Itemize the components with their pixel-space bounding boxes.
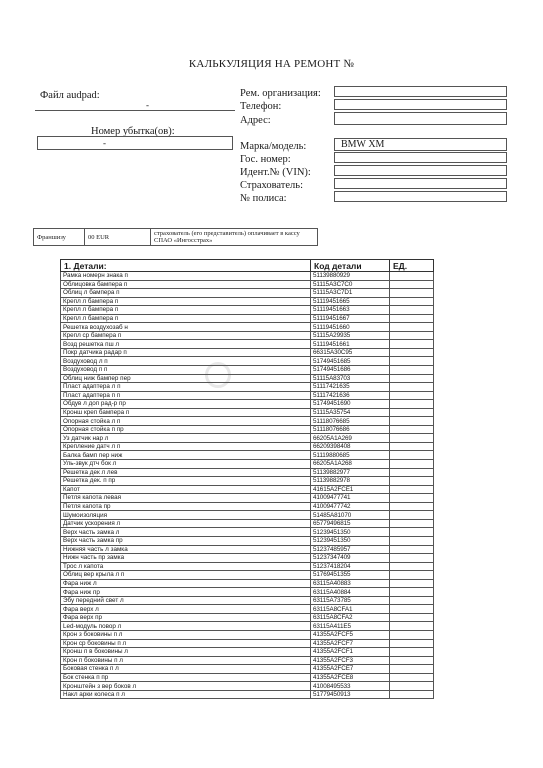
part-name: Датчик ускорения л <box>61 519 311 528</box>
table-row <box>61 417 434 426</box>
file-value: - <box>146 100 149 110</box>
table-row <box>61 366 434 375</box>
table-row <box>61 391 434 400</box>
part-unit <box>390 331 434 340</box>
table-row <box>61 622 434 631</box>
part-unit <box>390 528 434 537</box>
parts-header-name: 1. Детали: <box>61 260 311 272</box>
part-unit <box>390 579 434 588</box>
part-unit <box>390 613 434 622</box>
vin-label: Идент.№ (VIN): <box>240 167 311 178</box>
part-name: Фара ниж л <box>61 579 311 588</box>
address-box <box>334 112 507 125</box>
part-unit <box>390 306 434 315</box>
table-row <box>61 588 434 597</box>
part-name: Обдув л доп рад-р пр <box>61 400 311 409</box>
table-row <box>61 434 434 443</box>
table-row <box>61 639 434 648</box>
part-code: 63115A73785 <box>311 596 390 605</box>
part-code: 51115A35754 <box>311 408 390 417</box>
part-code: 65779496815 <box>311 519 390 528</box>
part-unit <box>390 690 434 699</box>
part-name: Фара верх пр <box>61 613 311 622</box>
page-title: КАЛЬКУЛЯЦИЯ НА РЕМОНТ № <box>188 58 355 70</box>
table-row <box>61 272 434 281</box>
part-code: 51118076686 <box>311 425 390 434</box>
part-code: 51749451690 <box>311 400 390 409</box>
part-name: Воздуховод л п <box>61 357 311 366</box>
part-code: 51119451667 <box>311 314 390 323</box>
part-code: 41355A2FCF7 <box>311 639 390 648</box>
table-row <box>61 442 434 451</box>
phone-label: Телефон: <box>240 101 282 112</box>
part-name: Уль-звук дтч бок л <box>61 460 311 469</box>
part-unit <box>390 400 434 409</box>
part-name: Облиц л бампера п <box>61 289 311 298</box>
part-name: Облицовка бампера п <box>61 280 311 289</box>
table-row <box>61 425 434 434</box>
loss-number-value: - <box>103 138 106 148</box>
part-code: 51117421635 <box>311 383 390 392</box>
part-name: Балка бамп пер ниж <box>61 451 311 460</box>
part-unit <box>390 272 434 281</box>
loss-number-box <box>37 136 233 150</box>
part-name: Решетка воздухозаб н <box>61 323 311 332</box>
part-code: 51749451686 <box>311 366 390 375</box>
part-code: 66315A30C95 <box>311 348 390 357</box>
part-unit <box>390 622 434 631</box>
part-code: 41355A2FCF5 <box>311 630 390 639</box>
part-code: 51237485957 <box>311 545 390 554</box>
part-code: 41615A2FCE1 <box>311 485 390 494</box>
part-code: 51239451350 <box>311 528 390 537</box>
part-unit <box>390 408 434 417</box>
part-code: 63115A8CFA2 <box>311 613 390 622</box>
loss-number-label: Номер убытка(ов): <box>91 126 175 137</box>
part-code: 51237418204 <box>311 562 390 571</box>
part-name: Верх часть замка пр <box>61 536 311 545</box>
part-name: Крепл л бампера п <box>61 306 311 315</box>
part-name: Воздуховод п п <box>61 366 311 375</box>
table-row <box>61 665 434 674</box>
part-unit <box>390 562 434 571</box>
make-model-label: Марка/модель: <box>240 141 307 152</box>
part-unit <box>390 545 434 554</box>
table-row <box>61 630 434 639</box>
part-unit <box>390 340 434 349</box>
part-name: Возд решетка пш л <box>61 340 311 349</box>
part-unit <box>390 434 434 443</box>
plate-box <box>334 152 507 163</box>
part-code: 51237347409 <box>311 554 390 563</box>
address-label: Адрес: <box>240 115 271 126</box>
parts-header-unit: ЕД. <box>390 260 434 272</box>
part-code: 51119451661 <box>311 340 390 349</box>
part-unit <box>390 656 434 665</box>
part-code: 51119451660 <box>311 323 390 332</box>
table-row <box>61 374 434 383</box>
table-row <box>61 605 434 614</box>
table-row <box>61 562 434 571</box>
table-row <box>61 408 434 417</box>
part-code: 51485A81070 <box>311 511 390 520</box>
part-unit <box>390 451 434 460</box>
part-unit <box>390 348 434 357</box>
insurer-box <box>334 178 507 189</box>
part-unit <box>390 460 434 469</box>
part-name: Бок стенка п пр <box>61 673 311 682</box>
table-row <box>61 306 434 315</box>
part-unit <box>390 477 434 486</box>
table-row <box>61 571 434 580</box>
part-name: Пласт адаптера л п <box>61 383 311 392</box>
file-label: Файл audpad: <box>40 90 100 101</box>
part-unit <box>390 630 434 639</box>
part-code: 51769451355 <box>311 571 390 580</box>
table-row <box>61 502 434 511</box>
table-row <box>61 554 434 563</box>
part-code: 66205A1A269 <box>311 434 390 443</box>
part-name: Опорная стойка л п <box>61 417 311 426</box>
part-unit <box>390 494 434 503</box>
part-name: Фара верх л <box>61 605 311 614</box>
table-row <box>61 613 434 622</box>
part-name: Нижн часть пр замка <box>61 554 311 563</box>
part-code: 63115A411E5 <box>311 622 390 631</box>
table-row <box>61 383 434 392</box>
part-name: Трос л капота <box>61 562 311 571</box>
table-row <box>61 289 434 298</box>
part-name: Боковая стенка п л <box>61 665 311 674</box>
part-unit <box>390 383 434 392</box>
part-name: Эбу передний свет л <box>61 596 311 605</box>
table-row <box>61 536 434 545</box>
part-unit <box>390 297 434 306</box>
table-row <box>61 314 434 323</box>
part-code: 66205A1A268 <box>311 460 390 469</box>
part-unit <box>390 323 434 332</box>
vin-box <box>334 165 507 176</box>
part-unit <box>390 485 434 494</box>
part-code: 51115A29935 <box>311 331 390 340</box>
table-row <box>61 528 434 537</box>
part-code: 41355A2FCE8 <box>311 673 390 682</box>
part-unit <box>390 391 434 400</box>
part-name: Петля капота пр <box>61 502 311 511</box>
part-code: 51139882977 <box>311 468 390 477</box>
part-code: 41355A2FCE7 <box>311 665 390 674</box>
part-code: 66209398408 <box>311 442 390 451</box>
make-model-value: BMW XM <box>341 139 385 150</box>
part-name: Крепление датч л п <box>61 442 311 451</box>
table-row <box>61 477 434 486</box>
part-name: Опорная стойка п пр <box>61 425 311 434</box>
table-row <box>61 340 434 349</box>
table-row <box>61 673 434 682</box>
part-name: Накл арки колеса п л <box>61 690 311 699</box>
part-code: 63115A40883 <box>311 579 390 588</box>
part-name: Решетка дек л лев <box>61 468 311 477</box>
part-name: Облиц вер крыла л п <box>61 571 311 580</box>
part-name: Крон п боковины п л <box>61 656 311 665</box>
part-code: 63115A40884 <box>311 588 390 597</box>
table-row <box>61 468 434 477</box>
franchise-note: страхователь (его представитель) оплачивает в кассу СПАО «Ингосстрах» <box>151 229 318 246</box>
table-row <box>61 485 434 494</box>
phone-box <box>334 99 507 110</box>
part-name: Петля капота левая <box>61 494 311 503</box>
part-unit <box>390 417 434 426</box>
part-name: Крепл л бампера п <box>61 297 311 306</box>
table-row <box>61 331 434 340</box>
table-row <box>61 400 434 409</box>
part-unit <box>390 588 434 597</box>
part-name: Фара ниж пр <box>61 588 311 597</box>
part-code: 63115A8CFA1 <box>311 605 390 614</box>
franchise-label: Франшизу <box>34 229 85 246</box>
part-unit <box>390 366 434 375</box>
part-name: Крон ср боковины п л <box>61 639 311 648</box>
table-row <box>61 323 434 332</box>
part-unit <box>390 502 434 511</box>
part-name: Крепл ср бампера п <box>61 331 311 340</box>
part-unit <box>390 289 434 298</box>
policy-box <box>334 191 507 202</box>
part-name: Крепл л бампера п <box>61 314 311 323</box>
part-code: 51119451663 <box>311 306 390 315</box>
part-code: 51239451350 <box>311 536 390 545</box>
franchise-amount: 00 EUR <box>85 229 151 246</box>
parts-body <box>61 272 434 699</box>
repair-org-box <box>334 86 507 97</box>
part-code: 51115A3C7C0 <box>311 280 390 289</box>
part-code: 41355A2FCF3 <box>311 656 390 665</box>
part-name: Led-модуль повор л <box>61 622 311 631</box>
part-code: 51139882978 <box>311 477 390 486</box>
parts-header-code: Код детали <box>311 260 390 272</box>
part-name: Решетка дек. п пр <box>61 477 311 486</box>
part-unit <box>390 673 434 682</box>
part-unit <box>390 357 434 366</box>
part-code: 51118076685 <box>311 417 390 426</box>
parts-header-row <box>61 260 434 272</box>
part-unit <box>390 442 434 451</box>
part-code: 51117421636 <box>311 391 390 400</box>
part-unit <box>390 280 434 289</box>
part-unit <box>390 536 434 545</box>
part-unit <box>390 665 434 674</box>
repair-org-label: Рем. организация: <box>240 88 321 99</box>
table-row <box>61 451 434 460</box>
part-code: 51119880685 <box>311 451 390 460</box>
table-row <box>61 494 434 503</box>
insurer-label: Страхователь: <box>240 180 303 191</box>
part-unit <box>390 639 434 648</box>
part-name: Кронштейн з вер боков л <box>61 682 311 691</box>
part-code: 51779450913 <box>311 690 390 699</box>
part-unit <box>390 648 434 657</box>
table-row <box>61 348 434 357</box>
part-name: Нижняя часть л замка <box>61 545 311 554</box>
part-code: 51115A83703 <box>311 374 390 383</box>
part-name: Уз датчик нар л <box>61 434 311 443</box>
table-row <box>61 519 434 528</box>
part-name: Крон з боковины п л <box>61 630 311 639</box>
table-row <box>61 682 434 691</box>
part-unit <box>390 682 434 691</box>
part-name: Кронш п в боковины л <box>61 648 311 657</box>
part-unit <box>390 314 434 323</box>
table-row <box>61 656 434 665</box>
part-code: 41009477741 <box>311 494 390 503</box>
parts-table <box>60 259 434 699</box>
part-code: 51115A3C7D1 <box>311 289 390 298</box>
part-name: Кронш креп бампера п <box>61 408 311 417</box>
part-name: Пласт адаптера п п <box>61 391 311 400</box>
part-code: 51749451685 <box>311 357 390 366</box>
part-unit <box>390 374 434 383</box>
part-unit <box>390 571 434 580</box>
part-name: Покр датчика радар п <box>61 348 311 357</box>
part-unit <box>390 605 434 614</box>
part-code: 51119451665 <box>311 297 390 306</box>
table-row <box>61 511 434 520</box>
part-code: 41009477742 <box>311 502 390 511</box>
table-row <box>61 460 434 469</box>
table-row <box>61 596 434 605</box>
part-code: 41355A2FCF1 <box>311 648 390 657</box>
part-unit <box>390 554 434 563</box>
part-name: Шумоизоляция <box>61 511 311 520</box>
franchise-table <box>33 228 318 246</box>
table-row <box>61 690 434 699</box>
part-code: 51139880929 <box>311 272 390 281</box>
table-row <box>61 357 434 366</box>
part-name: Капот <box>61 485 311 494</box>
part-unit <box>390 425 434 434</box>
make-model-box <box>334 138 507 151</box>
policy-label: № полиса: <box>240 193 287 204</box>
table-row <box>61 297 434 306</box>
plate-label: Гос. номер: <box>240 154 291 165</box>
part-name: Рамка номерн знака п <box>61 272 311 281</box>
part-name: Облиц ниж бампер пер <box>61 374 311 383</box>
part-unit <box>390 596 434 605</box>
part-name: Верх часть замка л <box>61 528 311 537</box>
table-row <box>61 648 434 657</box>
table-row <box>61 280 434 289</box>
part-unit <box>390 468 434 477</box>
part-unit <box>390 511 434 520</box>
part-code: 41008495533 <box>311 682 390 691</box>
part-unit <box>390 519 434 528</box>
table-row <box>61 579 434 588</box>
file-underline <box>35 110 235 111</box>
table-row <box>61 545 434 554</box>
